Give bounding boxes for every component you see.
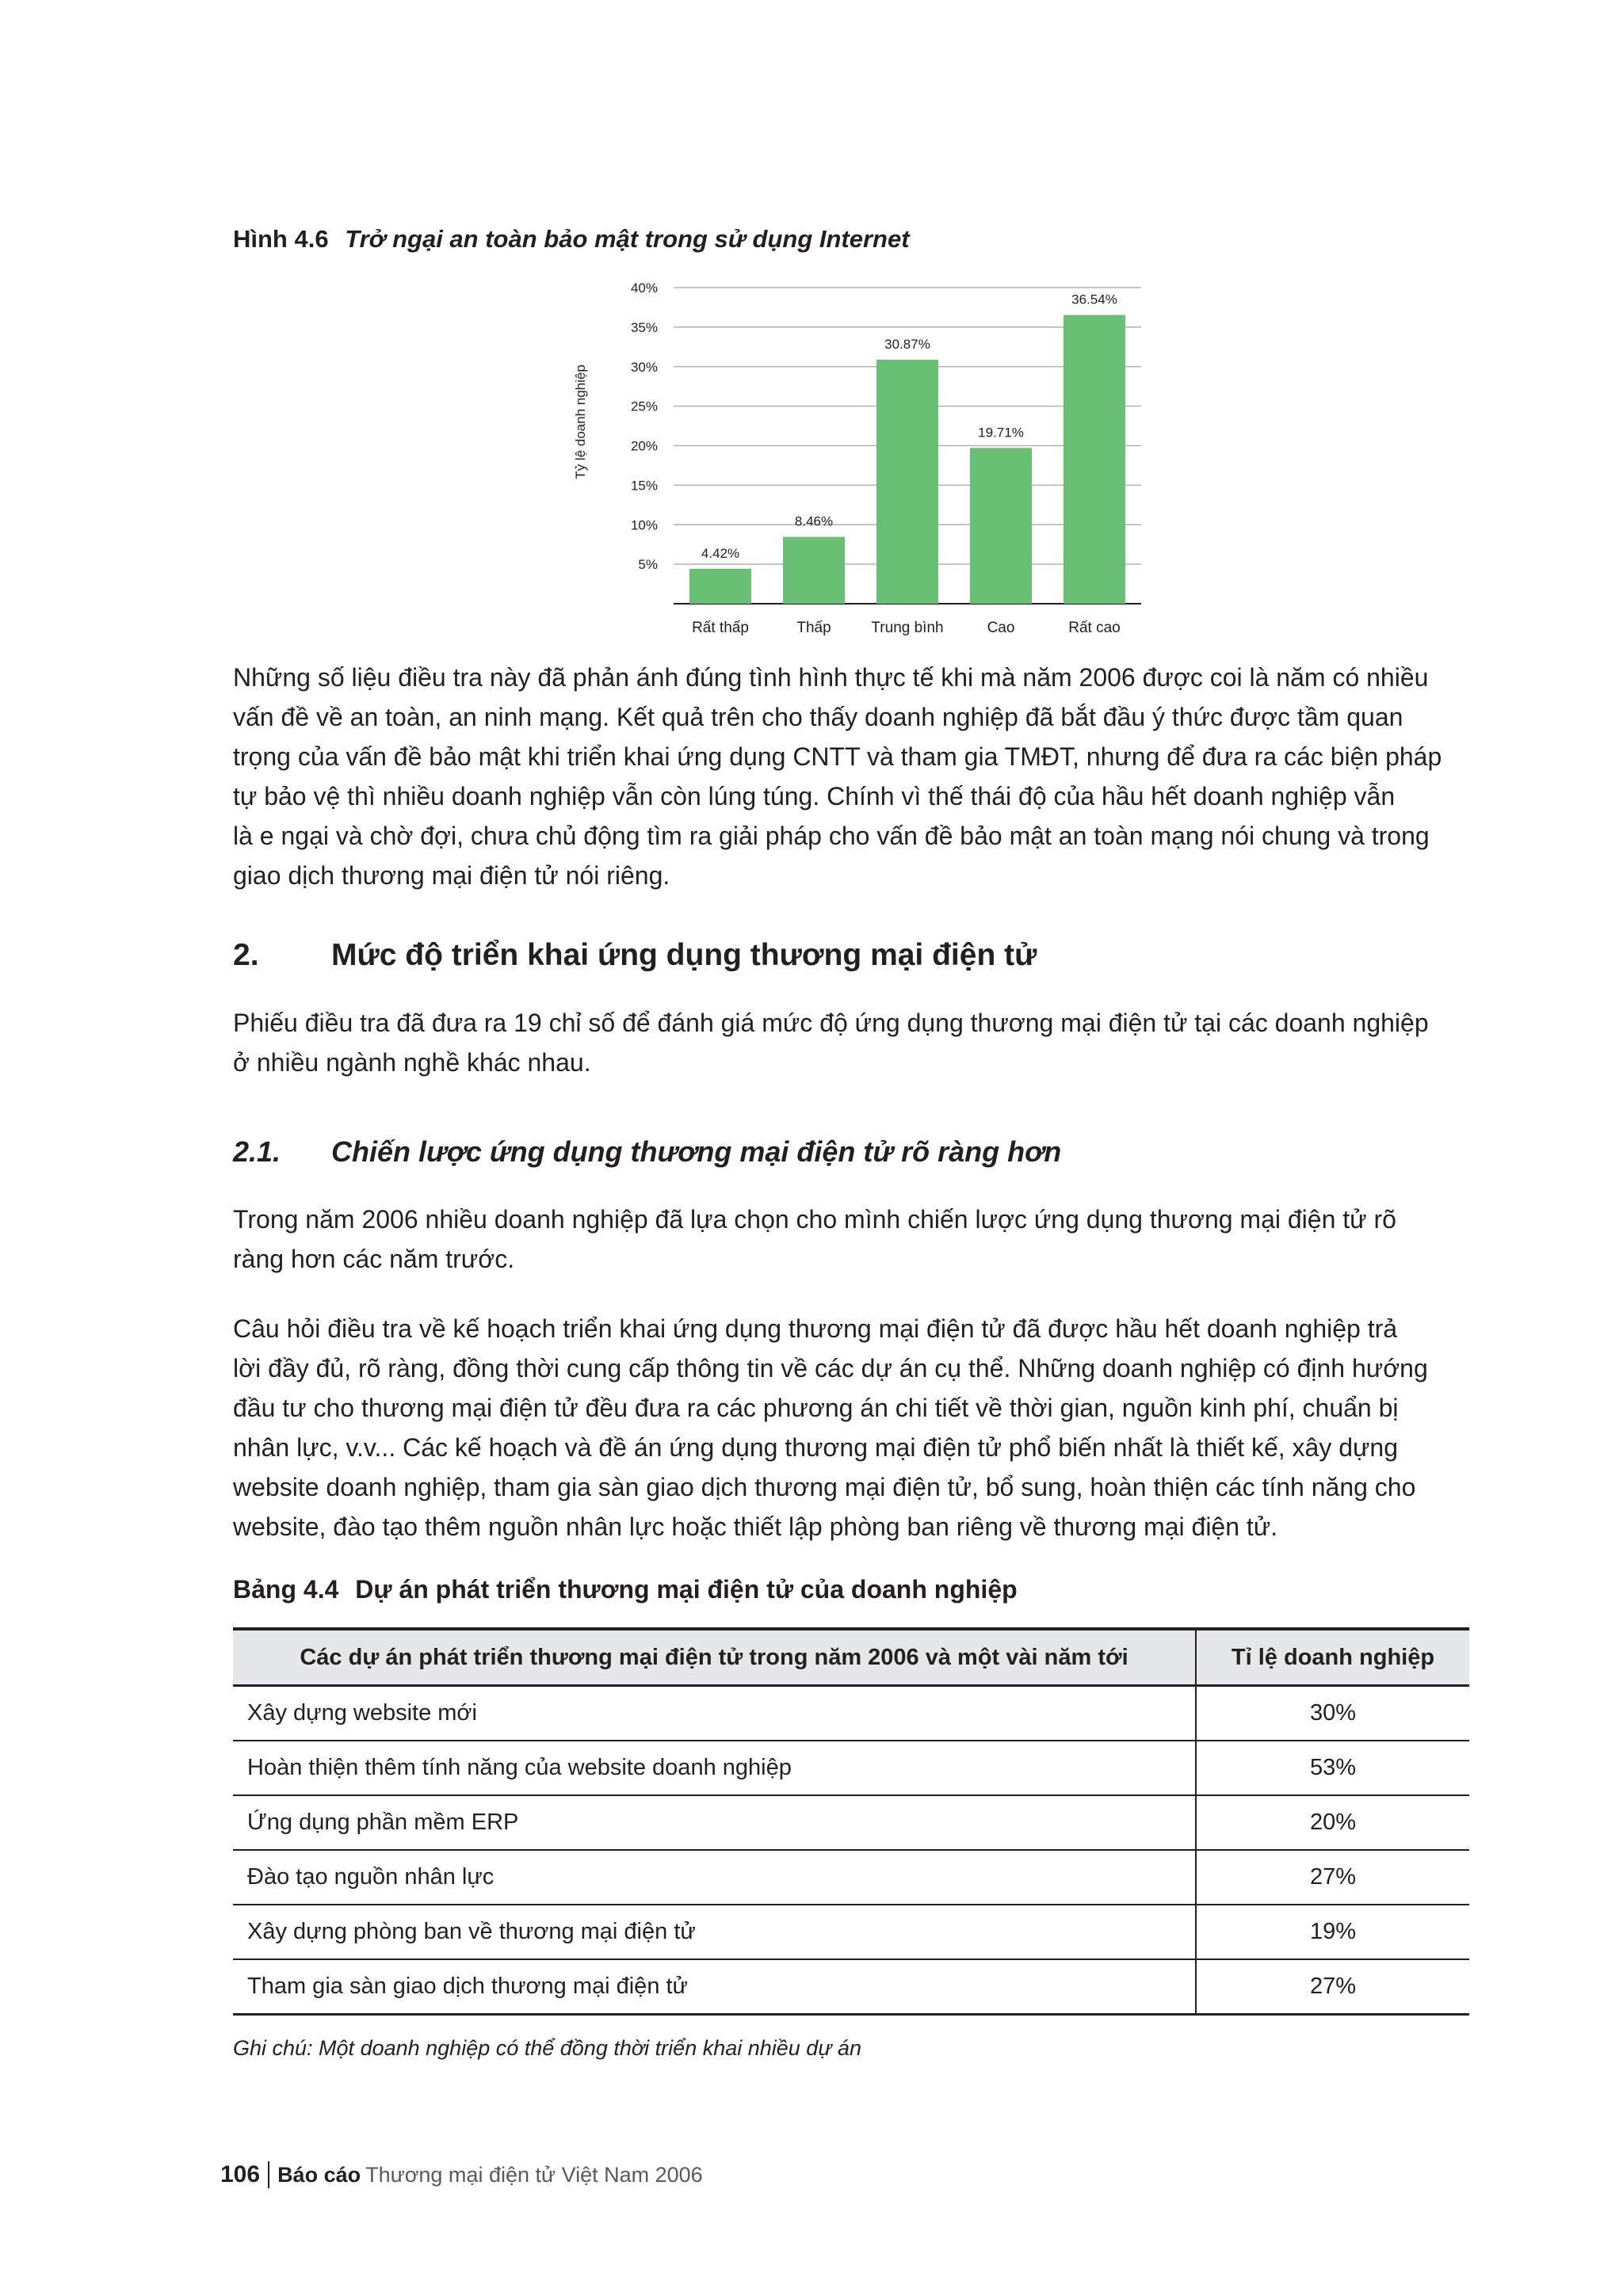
section-heading xyxy=(233,938,1037,973)
paragraph-line: ở nhiều ngành nghề khác nhau. xyxy=(233,1048,591,1077)
table-row xyxy=(233,1850,1469,1905)
y-tick-label: 5% xyxy=(638,557,658,573)
bar xyxy=(970,448,1032,604)
y-tick-label: 15% xyxy=(630,478,658,494)
paragraph-line: giao dịch thương mại điện tử nói riêng. xyxy=(233,861,670,890)
y-tick-label: 10% xyxy=(630,517,658,533)
paragraph-line: đầu tư cho thương mại điện tử đều đưa ra các phương án chi tiết về thời gian, nguồn kinh phí, chuẩn bị xyxy=(233,1394,1399,1422)
cell-rate: 53% xyxy=(1196,1741,1469,1795)
bar xyxy=(689,569,751,604)
figure-label: Hình 4.6 xyxy=(233,225,329,253)
column-header-rate: Tỉ lệ doanh nghiệp xyxy=(1196,1629,1469,1686)
table-row xyxy=(233,1959,1469,2015)
x-tick-label: Cao xyxy=(987,620,1015,636)
data-label: 36.54% xyxy=(1071,292,1117,307)
paragraph-security xyxy=(233,658,1469,895)
paragraph-line: là e ngại và chờ đợi, chưa chủ động tìm ra giải pháp cho vấn đề bảo mật an toàn mạng nói chung và trong xyxy=(233,822,1430,850)
cell-project: Xây dựng phòng ban về thương mại điện tử xyxy=(233,1905,1196,1959)
cell-project: Tham gia sàn giao dịch thương mại điện tử xyxy=(233,1959,1196,2015)
subsection-heading xyxy=(233,1135,1061,1169)
table-row xyxy=(233,1905,1469,1959)
figure-title: Trở ngại an toàn bảo mật trong sử dụng Internet xyxy=(345,225,910,253)
paragraph-indicators xyxy=(233,1003,1469,1082)
paragraph-line: Câu hỏi điều tra về kế hoạch triển khai ứng dụng thương mại điện tử đã được hầu hết doanh nghiệp trả xyxy=(233,1314,1398,1343)
table-header-row xyxy=(233,1629,1469,1686)
table-row xyxy=(233,1795,1469,1850)
paragraph-line: trọng của vấn đề bảo mật khi triển khai ứng dụng CNTT và tham gia TMĐT, nhưng để đưa ra các biện pháp xyxy=(233,742,1442,771)
cell-rate: 20% xyxy=(1196,1795,1469,1850)
y-axis-label: Tỷ lệ doanh nghiệp xyxy=(573,364,588,479)
section-title: Mức độ triển khai ứng dụng thương mại điện tử xyxy=(331,938,1037,972)
bar xyxy=(1064,315,1125,604)
page-footer xyxy=(220,2161,703,2188)
data-label: 4.42% xyxy=(701,545,740,561)
bar xyxy=(783,537,845,604)
cell-rate: 27% xyxy=(1196,1850,1469,1905)
paragraph-line: nhân lực, v.v... Các kế hoạch và đề án ứng dụng thương mại điện tử phổ biến nhất là thiết kế, xây dựng xyxy=(233,1433,1399,1462)
x-tick-label: Thấp xyxy=(796,620,831,636)
cell-rate: 19% xyxy=(1196,1905,1469,1959)
paragraph-line: Phiếu điều tra đã đưa ra 19 chỉ số để đánh giá mức độ ứng dụng thương mại điện tử tại các doanh nghiệp xyxy=(233,1009,1429,1037)
page-number: 106 xyxy=(220,2161,269,2188)
cell-project: Xây dựng website mới xyxy=(233,1686,1196,1741)
footer-report-label: Báo cáo xyxy=(277,2162,361,2187)
y-tick-label: 25% xyxy=(630,399,658,414)
bar-chart xyxy=(555,269,1157,642)
table-row xyxy=(233,1686,1469,1741)
x-tick-label: Trung bình xyxy=(871,620,944,636)
table-title: Dự án phát triển thương mại điện tử của doanh nghiệp xyxy=(355,1575,1018,1604)
cell-project: Hoàn thiện thêm tính năng của website doanh nghiệp xyxy=(233,1741,1196,1795)
x-tick-label: Rất thấp xyxy=(692,620,749,636)
section-number: 2. xyxy=(233,938,259,972)
projects-table xyxy=(233,1627,1469,2016)
footer-report-title: Thương mại điện tử Việt Nam 2006 xyxy=(365,2162,703,2187)
y-tick-label: 20% xyxy=(630,438,658,454)
figure-caption xyxy=(233,225,910,254)
paragraph-line: Trong năm 2006 nhiều doanh nghiệp đã lựa chọn cho mình chiến lược ứng dụng thương mại điện tử rõ xyxy=(233,1205,1396,1234)
table-note: Ghi chú: Một doanh nghiệp có thể đồng thời triển khai nhiều dự án xyxy=(233,2036,861,2060)
paragraph-line: ràng hơn các năm trước. xyxy=(233,1245,515,1273)
paragraph-line: Những số liệu điều tra này đã phản ánh đúng tình hình thực tế khi mà năm 2006 được coi là năm có nhiều xyxy=(233,663,1429,692)
y-tick-label: 30% xyxy=(630,359,658,375)
subsection-number: 2.1. xyxy=(233,1135,281,1168)
cell-rate: 27% xyxy=(1196,1959,1469,2015)
cell-project: Ứng dụng phần mềm ERP xyxy=(233,1795,1196,1850)
cell-rate: 30% xyxy=(1196,1686,1469,1741)
y-tick-label: 40% xyxy=(630,280,658,296)
paragraph-line: website, đào tạo thêm nguồn nhân lực hoặc thiết lập phòng ban riêng về thương mại điện tử. xyxy=(233,1512,1278,1541)
paragraph-line: tự bảo vệ thì nhiều doanh nghiệp vẫn còn lúng túng. Chính vì thế thái độ của hầu hết doanh nghiệp vẫn xyxy=(233,782,1396,810)
paragraph-line: vấn đề về an toàn, an ninh mạng. Kết quả trên cho thấy doanh nghiệp đã bắt đầu ý thức được tầm quan xyxy=(233,703,1403,731)
column-header-project: Các dự án phát triển thương mại điện tử trong năm 2006 và một vài năm tới xyxy=(233,1629,1196,1686)
data-label: 19.71% xyxy=(978,425,1024,441)
paragraph-plans xyxy=(233,1309,1469,1547)
data-label: 8.46% xyxy=(794,513,834,529)
paragraph-strategy xyxy=(233,1199,1469,1279)
paragraph-line: website doanh nghiệp, tham gia sàn giao dịch thương mại điện tử, bổ sung, hoàn thiện các tính năng cho xyxy=(233,1473,1416,1501)
paragraph-line: lời đầy đủ, rõ ràng, đồng thời cung cấp thông tin về các dự án cụ thể. Những doanh nghiệp có định hướng xyxy=(233,1354,1428,1383)
table-caption xyxy=(233,1575,1018,1604)
table-label: Bảng 4.4 xyxy=(233,1575,339,1604)
cell-project: Đào tạo nguồn nhân lực xyxy=(233,1850,1196,1905)
x-tick-label: Rất cao xyxy=(1068,620,1121,636)
subsection-title: Chiến lược ứng dụng thương mại điện tử rõ ràng hơn xyxy=(331,1135,1062,1168)
table-row xyxy=(233,1741,1469,1795)
bar xyxy=(876,360,938,604)
data-label: 30.87% xyxy=(884,337,930,353)
y-tick-label: 35% xyxy=(630,319,658,335)
